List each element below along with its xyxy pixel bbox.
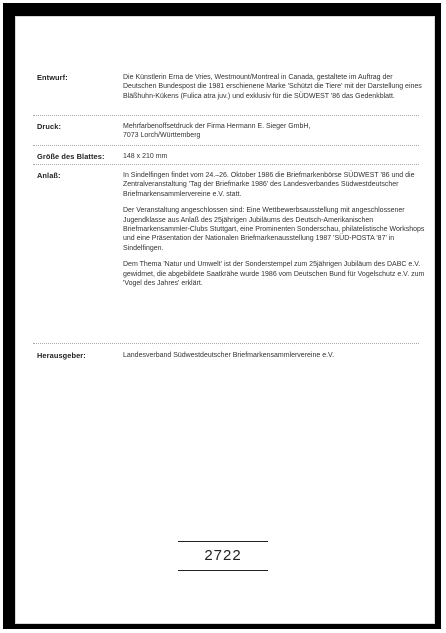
black-mount-frame (3, 3, 441, 629)
anlass-paragraph-2: Der Veranstaltung angeschlossen sind: Eine Wettbewerbsausstellung mit angeschlossener Jugendklasse aus Anlaß des 25jährigen Jubiläums des Deutsch-Amerikanischen Briefmarkensammler-Clubs Stuttgart, eine Prominenten Sonderschau, philatelistische Workshops und eine Präsentation der Nationalen Briefmarkenausstellung 1987 'SÜD-POSTA '87' in Sindelfingen. (123, 207, 425, 252)
anlass-paragraph-3: Dem Thema 'Natur und Umwelt' ist der Sonderstempel zum 25jährigen Jubiläum des DABC e.V. gewidmet, die abgebildete Saatkrähe wurde 1986 vom Deutschen Bund für Vogelschutz e.V. zum 'Vogel des Jahres' erklärt. (123, 261, 425, 288)
groesse-paragraph: 148 x 210 mm (123, 153, 168, 160)
sheet-number: 2722 (178, 541, 268, 571)
anlass-text (123, 171, 428, 288)
druck-label: Druck: (37, 122, 62, 131)
divider (33, 164, 419, 165)
entwurf-label: Entwurf: (37, 73, 68, 82)
anlass-label: Anlaß: (37, 171, 61, 180)
herausgeber-label: Herausgeber: (37, 351, 86, 360)
entwurf-text (123, 73, 428, 101)
entwurf-paragraph: Die Künstlerin Erna de Vries, Westmount/Montreal in Canada, gestaltete im Auftrag der Deutschen Bundespost die 1981 erschienene Marke 'Schützt die Tiere' mit der Darstellung eines Bläßhuhn-Kükens (Fulica atra juv.) und exklusiv für die SÜDWEST '86 das Gedenkblatt. (123, 74, 422, 100)
herausgeber-paragraph: Landesverband Südwestdeutscher Briefmarkensammlervereine e.V. (123, 352, 335, 359)
anlass-paragraph-1: In Sindelfingen findet vom 24.–26. Oktober 1986 die Briefmarkenbörse SÜDWEST '86 und die Zentralveranstaltung 'Tag der Briefmarke 1986' des Landesverbandes Südwestdeutscher Briefmarkensammlervereine e.V. statt. (123, 172, 415, 198)
druck-text (123, 122, 428, 141)
herausgeber-text (123, 351, 428, 360)
groesse-text (123, 152, 428, 161)
divider (33, 343, 419, 344)
groesse-label: Größe des Blattes: (37, 152, 105, 161)
divider (33, 145, 419, 146)
info-sheet (15, 16, 435, 624)
divider (33, 115, 419, 116)
druck-paragraph: Mehrfarbenoffsetdruck der Firma Hermann E. Sieger GmbH, 7073 Lorch/Württemberg (123, 123, 311, 140)
